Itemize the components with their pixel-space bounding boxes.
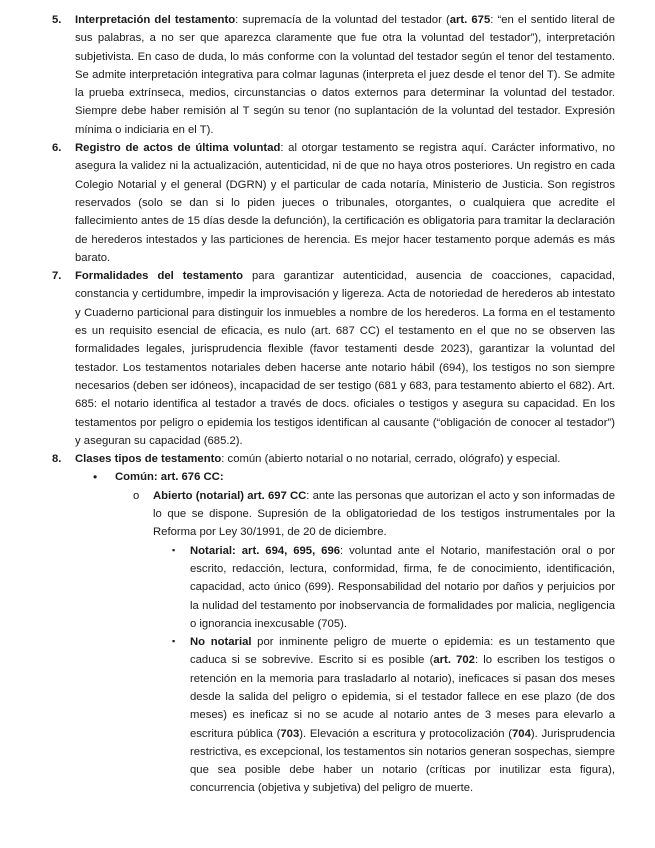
sub-item-abierto — [0, 487, 615, 542]
section-5 — [0, 11, 615, 139]
article-ref: art. 675 — [449, 14, 491, 26]
text-run: : común (abierto notarial o no notarial, cerrado, ológrafo) y especial. — [221, 453, 561, 466]
article-ref: 703 — [280, 727, 300, 740]
sub-sub-heading: No notarial — [190, 636, 252, 649]
section-8 — [0, 450, 615, 468]
text-run: : voluntad ante el Notario, manifestación oral o por escrito, redacción, lectura, conformidad, firma, fe de conocimiento, identificación, capacidad, acto único (699). Responsabilidad del notario por daños y perjuicios por la nulidad del testamento por inobservancia de formalidades por malicia, negligencia o ignorancia inexcusable (705). — [190, 544, 615, 630]
text-run: ). Elevación a escritura y protocolización ( — [299, 727, 513, 740]
article-ref: 704 — [512, 727, 531, 740]
text-run: : supremacía de la voluntad del testador ( — [235, 14, 450, 26]
sub-sub-item-no-notarial — [0, 633, 615, 798]
section-heading: Registro de actos de última voluntad — [75, 142, 281, 155]
section-number: 8. — [52, 453, 62, 466]
article-ref: art. 702 — [433, 654, 475, 667]
text-run: : “en el sentido literal de sus palabras, a no ser que aparezca claramente que fue otra la voluntad del testador”), interpretación subjetivista. En caso de duda, lo más conforme con la voluntad del testador según el tenor del testamento. Se admite interpretación integrativa para colmar lagunas (interpreta el juez desde el tenor del T). Se admite la prueba extrínseca, medios, circunstancias o datos externos para determinar la voluntad del testador. Siempre debe haber remisión al T según su tenor (no suplantación de la voluntad del testador. Expresión mínima o indiciaria en el T). — [75, 14, 615, 136]
section-number: 5. — [52, 14, 62, 26]
square-bullet-icon: ▪ — [172, 544, 176, 555]
bullet-comun — [0, 468, 615, 486]
bullet-heading: Común: art. 676 CC: — [115, 471, 224, 484]
text-run: para garantizar autenticidad, ausencia de coacciones, capacidad, constancia y certidumbre, impedir la improvisación y ligereza. Acta de notoriedad de herederos ab intestato y Cuaderno particional para distinguir los inmuebles a nombre de los herederos. La forma en el testamento es un requisito esencial de eficacia, es nulo (art. 687 CC) el testamento en el que no se observen las formalidades legales, jurisprudencia flexible (favor testamenti desde 2023), garantizar la voluntad del testador. Los testamentos notariales deben hacerse ante notario hábil (694), los testigos no son siempre necesarios (deben ser idóneos), incapacidad de ser testigo (681 y 683, para testamento abierto el 682). Art. 685: el notario identifica al testador a través de docs. oficiales o testigos y asegura su capacidad. En los testamentos por peligro o epidemia los testigos identifican al causante (“obligación de conocer al testador”) y aseguran su capacidad (685.2). — [75, 270, 615, 447]
text-run: por inminente peligro de muerte o epidemia: es un testamento que caduca si se sobrevive. Escrito si es posible ( — [190, 636, 616, 667]
section-number: 7. — [52, 270, 62, 283]
section-heading: Clases tipos de testamento — [75, 453, 222, 466]
section-number: 6. — [52, 142, 62, 155]
sub-item-heading: Abierto (notarial) art. 697 CC — [153, 489, 307, 502]
sub-bullet-marker: o — [133, 489, 140, 502]
section-heading: Interpretación del testamento — [75, 14, 236, 26]
text-run: : lo escriben los testigos o retención en la memoria para trasladarlo al notario), ineficaces si pasan dos meses desde la salida del peligro o epidemia, si el testador fallece en ese plazo (de dos meses) es ineficaz si no se acude al notario antes de 3 meses para elevarlo a escritura pública ( — [190, 654, 615, 740]
section-7 — [0, 267, 615, 450]
section-6 — [0, 139, 615, 267]
section-heading: Formalidades del testamento — [75, 270, 244, 283]
sub-sub-item-notarial — [0, 542, 615, 633]
sub-sub-heading: Notarial: art. 694, 695, 696 — [190, 544, 341, 557]
bullet-marker: • — [93, 470, 98, 485]
square-bullet-icon: ▪ — [172, 636, 176, 647]
text-run: ). Jurisprudencia restrictiva, es excepcional, los testamentos sin notarios generan sospechas, siempre que sea posible debe haber un notario (críticas por inutilizar esta figura), concurrencia (objetiva y subjetiva) del peligro de muerte. — [190, 727, 615, 795]
text-run: : al otorgar testamento se registra aquí. Carácter informativo, no asegura la validez ni la actualización, autenticidad, ni de que no haya otros posteriores. Un registro en cada Colegio Notarial y el general (DGRN) y el particular de cada notaría, Ministerio de Justicia. Son registros reservados (solo se dan si lo piden jueces o tribunales, otorgantes, o cualquiera que acredite el fallecimiento antes de 15 días desde la defunción), la certificación es obligatoria para tramitar la declaración de herederos intestados y las particiones de herencia. Es mejor hacer testamento porque además es más barato. — [75, 142, 615, 264]
text-run: : ante las personas que autorizan el acto y son informadas de lo que se dispone. Supresión de la obligatoriedad de los testigos instrumentales por la Reforma por Ley 30/1991, de 20 de diciembre. — [153, 489, 615, 539]
